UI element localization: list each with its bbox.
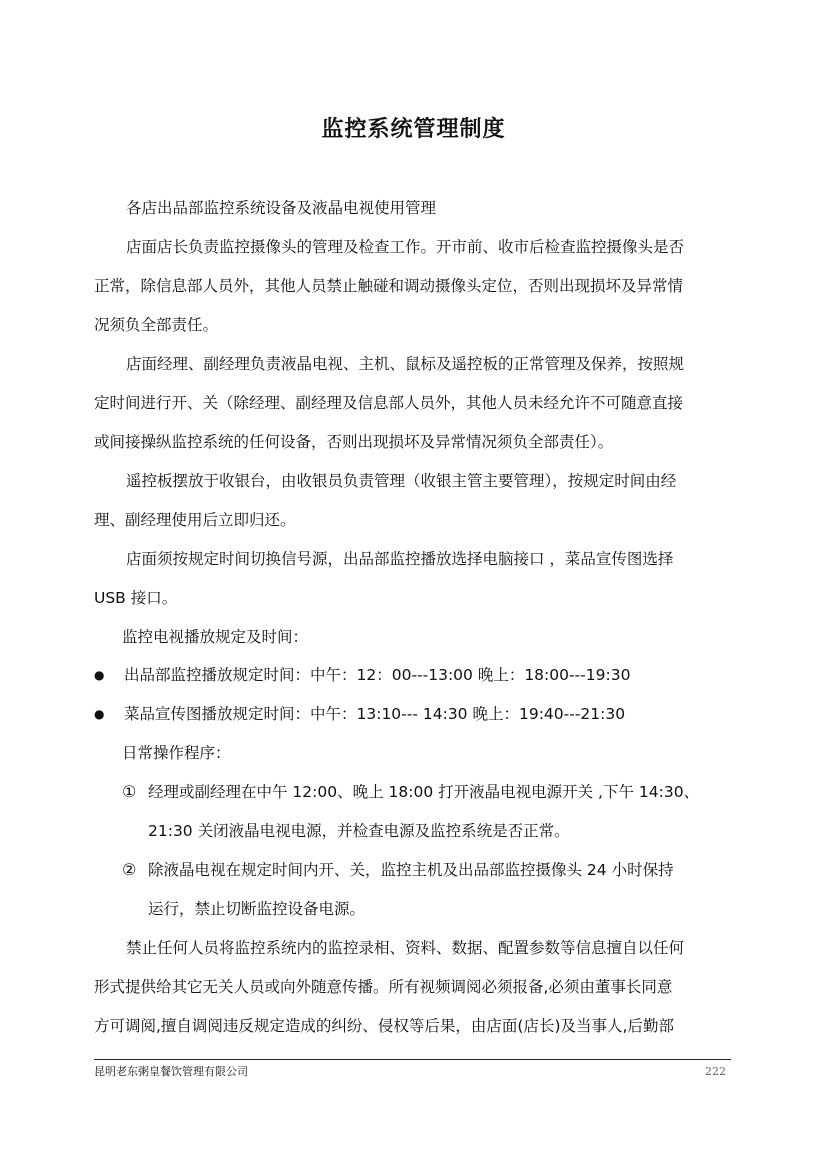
paragraph-line: 禁止任何人员将监控系统内的监控录相、资料、数据、配置参数等信息擅自以任何 [126, 939, 685, 957]
paragraph-line: 定时间进行开、关（除经理、副经理及信息部人员外，其他人员未经允许不可随意直接 [94, 394, 684, 412]
paragraph-line: 形式提供给其它无关人员或向外随意传播。所有视频调阅必须报备,必须由董事长同意 [94, 978, 673, 996]
number-marker: ② [122, 860, 137, 879]
paragraph-line: 店面须按规定时间切换信号源，出品部监控播放选择电脑接口 ，菜品宣传图选择 [126, 550, 674, 568]
paragraph-line: 况须负全部责任。 [94, 316, 219, 334]
bullet-marker: ● [94, 668, 105, 682]
list-item: 出品部监控播放规定时间：中午：12：00---13:00 晚上：18:00---19:30 [124, 666, 631, 684]
page-title: 监控系统管理制度 [321, 117, 506, 142]
paragraph-line: 或间接操纵监控系统的任何设备，否则出现损坏及异常情况须负全部责任）。 [94, 433, 614, 451]
paragraph-line: 店面经理、副经理负责液晶电视、主机、鼠标及遥控板的正常管理及保养，按照规 [126, 355, 685, 373]
paragraph-line: 方可调阅,擅自调阅违反规定造成的纠纷、侵权等后果，由店面(店长)及当事人,后勤部 [94, 1017, 674, 1035]
paragraph-line: USB 接口。 [94, 589, 178, 607]
paragraph-line: 各店出品部监控系统设备及液晶电视使用管理 [126, 199, 437, 217]
footer-company: 昆明老东粥皇餐饮管理有限公司 [94, 1065, 248, 1078]
bullet-marker: ● [94, 707, 105, 721]
paragraph-line: 正常，除信息部人员外，其他人员禁止触碰和调动摄像头定位，否则出现损坏及异常情 [94, 277, 684, 295]
paragraph-line: 理、副经理使用后立即归还。 [94, 511, 296, 529]
paragraph-line: 店面店长负责监控摄像头的管理及检查工作。开市前、收市后检查监控摄像头是否 [126, 238, 685, 256]
paragraph-line: 日常操作程序： [122, 744, 231, 762]
list-item: 运行，禁止切断监控设备电源。 [148, 900, 366, 918]
list-item: 经理或副经理在中午 12:00、晚上 18:00 打开液晶电视电源开关 ,下午 14:30、 [148, 783, 700, 801]
paragraph-line: 遥控板摆放于收银台，由收银员负责管理（收银主管主要管理），按规定时间由经 [126, 472, 677, 490]
page-number: 222 [705, 1065, 726, 1078]
paragraph-line: 监控电视播放规定及时间： [122, 628, 309, 646]
footer-divider [94, 1059, 731, 1060]
list-item: 除液晶电视在规定时间内开、关，监控主机及出品部监控摄像头 24 小时保持 [148, 861, 674, 879]
list-item: 21:30 关闭液晶电视电源，并检查电源及监控系统是否正常。 [148, 822, 570, 840]
list-item: 菜品宣传图播放规定时间：中午：13:10--- 14:30 晚上：19:40---21:30 [124, 705, 626, 723]
number-marker: ① [122, 782, 137, 801]
